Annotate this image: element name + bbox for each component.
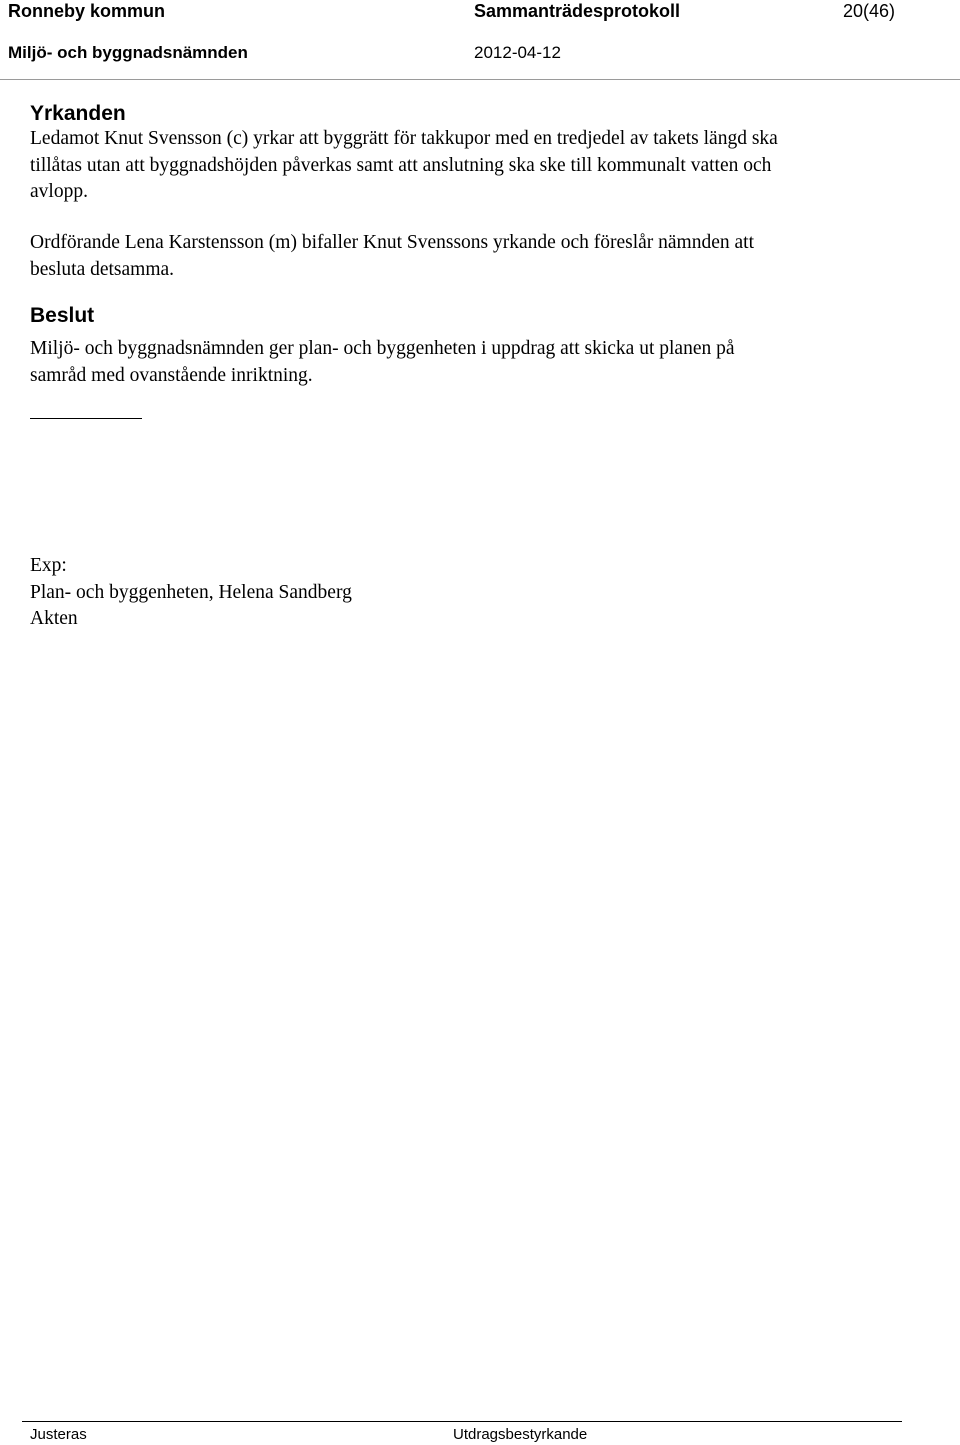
document-type: Sammanträdesprotokoll [474,1,681,21]
distribution-label: Exp: [30,555,67,576]
paragraph-line: besluta detsamma. [30,258,175,280]
yrkanden-paragraph-2 [30,230,930,283]
yrkanden-paragraph-1 [30,126,930,206]
distribution-recipient: Akten [30,608,78,629]
footer-divider [22,1421,902,1422]
section-heading-yrkanden: Yrkanden [30,102,126,125]
section-heading-beslut: Beslut [30,304,95,327]
footer-utdragsbestyrkande-label: Utdragsbestyrkande [453,1426,588,1443]
paragraph-line: Miljö- och byggnadsnämnden ger plan- och byggenheten i uppdrag att skicka ut planen på [30,338,735,359]
beslut-paragraph [30,336,930,389]
committee-name: Miljö- och byggnadsnämnden [8,43,248,62]
paragraph-line: samråd med ovanstående inriktning. [30,364,313,386]
distribution-list [30,553,930,633]
paragraph-line: tillåtas utan att byggnadshöjden påverkas samt att anslutning ska ske till kommunalt vatten och [30,154,772,176]
organization-name: Ronneby kommun [8,1,166,21]
page-number: 20(46) [843,1,896,21]
paragraph-line: avlopp. [30,181,88,202]
paragraph-line: Ordförande Lena Karstensson (m) bifaller Knut Svenssons yrkande och föreslår nämnden att [30,232,754,253]
paragraph-line: Ledamot Knut Svensson (c) yrkar att byggrätt för takkupor med en tredjedel av takets längd ska [30,128,778,149]
header-divider [0,79,960,80]
separator-line [30,418,142,419]
distribution-recipient: Plan- och byggenheten, Helena Sandberg [30,581,352,603]
meeting-date: 2012-04-12 [474,43,561,62]
footer-justeras-label: Justeras [30,1426,87,1443]
